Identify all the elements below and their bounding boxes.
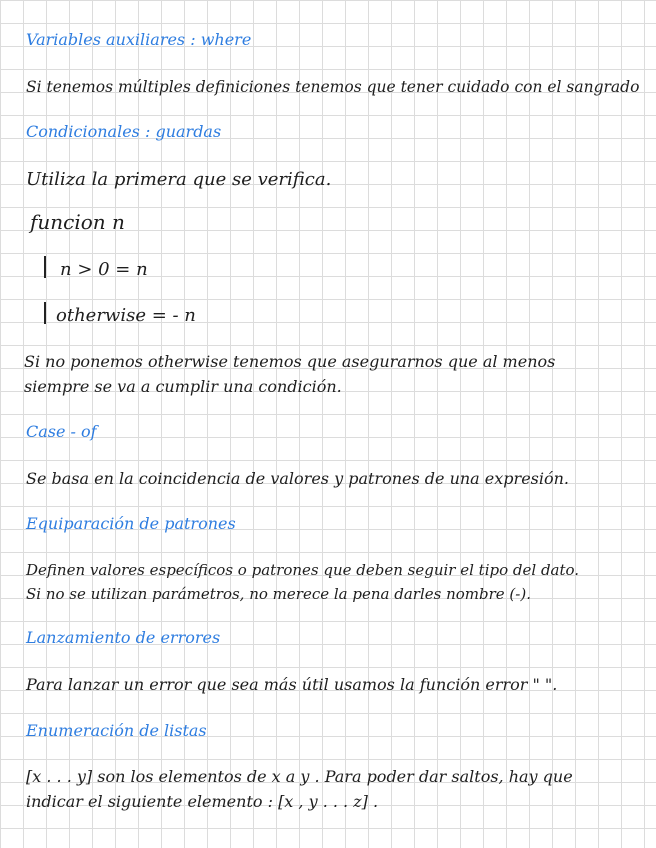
code-guard-otherwise: otherwise = - n: [56, 305, 196, 326]
heading-lanzamiento-errores: Lanzamiento de errores: [26, 628, 221, 647]
paragraph-coincidencia: Se basa en la coincidencia de valores y patrones de una expresión.: [26, 469, 570, 488]
paragraph-primera-verifica: Utiliza la primera que se verifica.: [26, 169, 332, 190]
paragraph-listas-line2: indicar el siguiente elemento : [x , y . . . z] .: [26, 792, 379, 811]
paragraph-funcion-error: Para lanzar un error que sea más útil usamos la función error " ".: [26, 675, 558, 694]
paragraph-otherwise-line2: siempre se va a cumplir una condición.: [24, 377, 342, 396]
heading-case-of: Case - of: [26, 422, 97, 441]
paragraph-patrones-line2: Si no se utilizan parámetros, no merece la pena darles nombre (-).: [26, 585, 531, 603]
code-function-head: funcion n: [30, 210, 125, 234]
code-guard-positive: n > 0 = n: [60, 259, 148, 280]
heading-enumeracion-listas: Enumeración de listas: [26, 721, 207, 740]
paragraph-patrones-line1: Definen valores específicos o patrones que deben seguir el tipo del dato.: [26, 561, 580, 579]
guard-bar: [44, 256, 46, 278]
heading-equiparacion: Equiparación de patrones: [26, 514, 236, 533]
paragraph-listas-line1: [x . . . y] son los elementos de x a y . Para poder dar saltos, hay que: [26, 767, 573, 786]
heading-condicionales: Condicionales : guardas: [26, 122, 222, 141]
guard-bar: [44, 302, 46, 324]
paragraph-otherwise-line1: Si no ponemos otherwise tenemos que asegurarnos que al menos: [24, 352, 556, 371]
paragraph-sangrado: Si tenemos múltiples definiciones tenemos que tener cuidado con el sangrado: [26, 78, 640, 96]
heading-variables-auxiliares: Variables auxiliares : where: [26, 30, 252, 49]
